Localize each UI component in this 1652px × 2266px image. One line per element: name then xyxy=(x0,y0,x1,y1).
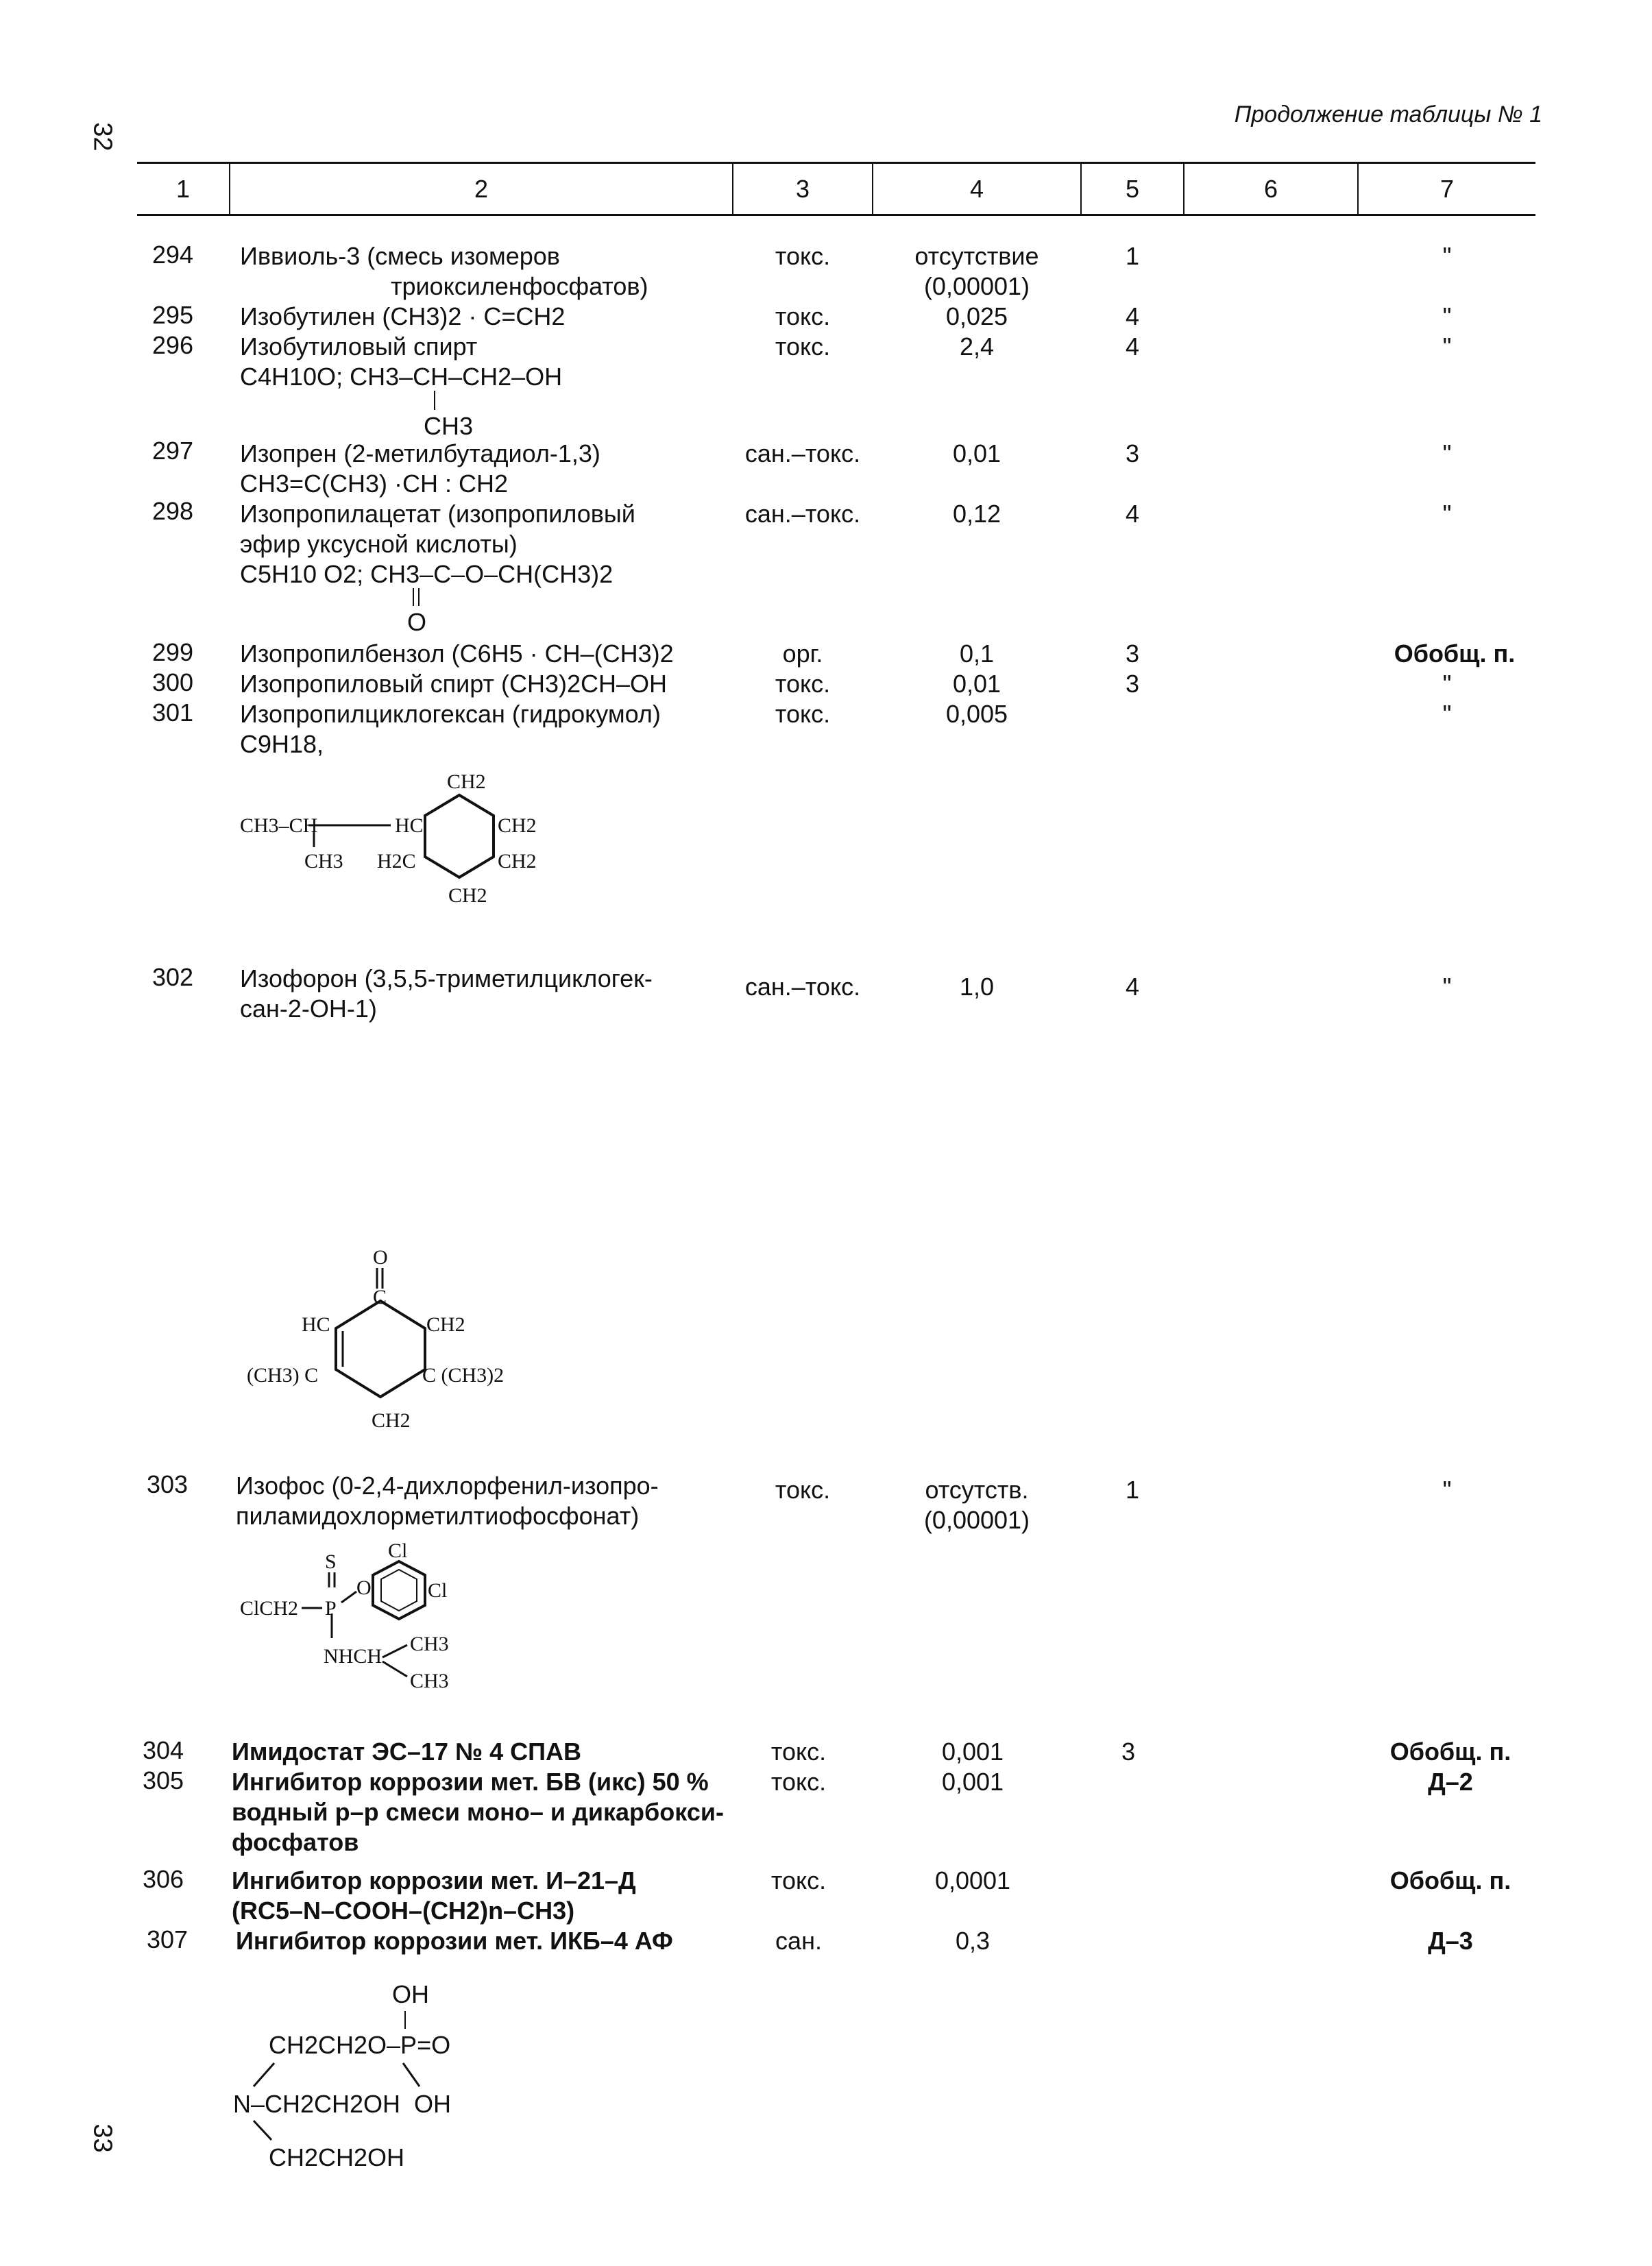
limit-value: 1,0 xyxy=(959,973,995,1001)
ditto-mark: " xyxy=(1442,302,1452,330)
atom-label: CH2 xyxy=(498,850,537,873)
atom-label: CH3 xyxy=(410,1633,449,1655)
substance-name: Изобутилен (CH3)2 · C=CH2 xyxy=(240,302,566,330)
row-number: 306 xyxy=(143,1865,184,1893)
atom-label: CH2 xyxy=(426,1313,465,1336)
structure-isophorone xyxy=(247,1247,548,1446)
hazard-level: 4 xyxy=(1125,973,1140,1001)
limit-value: 0,025 xyxy=(945,302,1008,330)
ditto-mark: " xyxy=(1442,242,1452,270)
col-header: 5 xyxy=(1125,175,1140,203)
limit-value: 0,001 xyxy=(941,1738,1004,1766)
formula-branch: O xyxy=(407,608,427,636)
row-number: 305 xyxy=(143,1766,184,1794)
ditto-mark: " xyxy=(1442,500,1452,528)
atom-label: N–CH2CH2OH OH xyxy=(233,2090,452,2118)
limit-value: 0,3 xyxy=(955,1927,991,1955)
atom-label: CH3 xyxy=(410,1670,449,1692)
limit-value: 0,12 xyxy=(952,500,1001,528)
hazard-level: 3 xyxy=(1125,670,1140,698)
col-header: 6 xyxy=(1263,175,1278,203)
row-number: 295 xyxy=(152,301,194,329)
col-header: 7 xyxy=(1440,175,1455,203)
row-number: 294 xyxy=(152,241,194,269)
atom-label: CH2 xyxy=(448,884,487,907)
row-number: 298 xyxy=(152,497,194,525)
atom-label: (CH3) C xyxy=(247,1364,319,1387)
atom-label: ClCH2 xyxy=(240,1597,299,1620)
hazard-class: токс. xyxy=(770,1738,827,1766)
substance-name: Изопрен (2-метилбутадиол-1,3) xyxy=(240,439,600,467)
hazard-class: токс. xyxy=(775,242,831,270)
row-number: 303 xyxy=(147,1470,189,1498)
substance-name: Иввиоль-3 (смесь изомеров xyxy=(240,242,560,270)
row-number: 296 xyxy=(152,331,194,359)
atom-label: CH3 xyxy=(304,850,343,873)
hazard-level: 4 xyxy=(1125,500,1140,528)
limit-value: отсутствие xyxy=(914,242,1039,270)
header-bottom-rule xyxy=(137,214,1535,216)
atom-label: O xyxy=(356,1576,372,1599)
row-number: 302 xyxy=(152,963,194,991)
limit-value: 0,0001 xyxy=(934,1866,1011,1895)
hazard-class: сан.–токс. xyxy=(744,500,861,528)
hazard-class: токс. xyxy=(775,700,831,728)
page-number-top: 32 xyxy=(88,122,117,151)
hazard-class: сан.–токс. xyxy=(744,973,861,1001)
atom-label: HC xyxy=(302,1313,330,1336)
row-number: 299 xyxy=(152,638,194,666)
double-bond xyxy=(418,588,420,606)
substance-name-cont: триоксиленфосфатов) xyxy=(391,272,648,300)
substance-name: Имидостат ЭС–17 № 4 СПАВ xyxy=(232,1738,582,1766)
formula-branch: CH3 xyxy=(424,412,474,440)
hazard-level: 3 xyxy=(1121,1738,1136,1766)
atom-label: CH2 xyxy=(372,1409,411,1432)
col-header: 4 xyxy=(969,175,984,203)
note-general: Обобщ. п. xyxy=(1394,639,1516,668)
hazard-class: токс. xyxy=(775,332,831,361)
hazard-class: орг. xyxy=(782,639,823,668)
hazard-level: 3 xyxy=(1125,439,1140,467)
limit-value: 2,4 xyxy=(959,332,995,361)
limit-value: 0,1 xyxy=(959,639,995,668)
atom-label: O xyxy=(373,1247,388,1269)
limit-value: 0,005 xyxy=(945,700,1008,728)
atom-label: C xyxy=(373,1286,387,1308)
substance-name-cont: сан-2-OH-1) xyxy=(240,995,377,1023)
substance-name-cont: эфир уксусной кислоты) xyxy=(240,530,518,558)
substance-name: Изопропилциклогексан (гидрокумол) xyxy=(240,700,661,728)
hazard-class: сан. xyxy=(775,1927,822,1955)
atom-label: CH3–CH xyxy=(240,814,318,837)
row-number: 307 xyxy=(147,1925,189,1953)
doc-reference: Д–2 xyxy=(1428,1768,1473,1796)
atom-label: HC xyxy=(395,814,424,837)
atom-label: CH2 xyxy=(447,770,486,793)
hazard-class: токс. xyxy=(775,302,831,330)
bond-line xyxy=(404,2011,406,2029)
atom-label: H2C xyxy=(377,850,416,873)
ditto-mark: " xyxy=(1442,439,1452,467)
ditto-mark: " xyxy=(1442,1476,1452,1504)
col-header: 1 xyxy=(175,175,191,203)
atom-label: S xyxy=(325,1550,337,1573)
hazard-level: 1 xyxy=(1125,242,1140,270)
note-general: Обобщ. п. xyxy=(1389,1866,1511,1895)
col-header: 2 xyxy=(474,175,489,203)
hazard-level: 3 xyxy=(1125,639,1140,668)
limit-value: 0,01 xyxy=(952,439,1001,467)
hazard-class: токс. xyxy=(770,1866,827,1895)
substance-name-cont: пиламидохлорметилтиофосфонат) xyxy=(236,1502,640,1530)
limit-value-cont: (0,00001) xyxy=(923,272,1030,300)
limit-value: 0,001 xyxy=(941,1768,1004,1796)
structure-isopropylcyclohexane xyxy=(233,768,562,918)
atom-label: CH2CH2OH xyxy=(269,2143,405,2171)
ditto-mark: " xyxy=(1442,332,1452,361)
substance-name: Изобутиловый спирт xyxy=(240,332,478,361)
atom-label: P xyxy=(325,1597,337,1620)
atom-label: Cl xyxy=(428,1579,448,1602)
double-bond xyxy=(413,588,414,606)
page-number-bottom: 33 xyxy=(88,2123,117,2153)
atom-label: NHCH xyxy=(324,1645,382,1668)
bond-line xyxy=(434,391,435,410)
hazard-level: 1 xyxy=(1125,1476,1140,1504)
formula: (RC5–N–COOH–(CH2)n–CH3) xyxy=(232,1897,575,1925)
substance-name: Изофорон (3,5,5-триметилциклогек- xyxy=(240,964,653,992)
hazard-level: 4 xyxy=(1125,332,1140,361)
col-header: 3 xyxy=(795,175,810,203)
note-general: Обобщ. п. xyxy=(1389,1738,1511,1766)
hazard-class: токс. xyxy=(775,1476,831,1504)
row-number: 297 xyxy=(152,437,194,465)
atom-label: CH2CH2O–P=O xyxy=(269,2031,451,2059)
doc-reference: Д–3 xyxy=(1428,1927,1473,1955)
continuation-header: Продолжение таблицы № 1 xyxy=(1234,101,1542,127)
substance-name: Ингибитор коррозии мет. ИКБ–4 АФ xyxy=(236,1927,673,1955)
header-top-rule xyxy=(137,162,1535,164)
substance-name: Ингибитор коррозии мет. И–21–Д xyxy=(232,1866,636,1895)
hazard-class: токс. xyxy=(775,670,831,698)
limit-value: отсутств. xyxy=(925,1476,1029,1504)
structure-isofos xyxy=(233,1542,521,1714)
formula: C4H10O; CH3–CH–CH2–OH xyxy=(240,363,563,391)
atom-label: C (CH3)2 xyxy=(422,1364,505,1387)
limit-value: 0,01 xyxy=(952,670,1001,698)
substance-name-cont: водный р–р смеси моно– и дикарбокси- xyxy=(232,1798,724,1826)
formula: CH3=C(CH3) ·CH : CH2 xyxy=(240,470,509,498)
atom-label: CH2 xyxy=(498,814,537,837)
ditto-mark: " xyxy=(1442,700,1452,728)
substance-name: Изофос (0-2,4-дихлорфенил-изопро- xyxy=(236,1472,659,1500)
substance-name: Изопропилацетат (изопропиловый xyxy=(240,500,635,528)
substance-name: Ингибитор коррозии мет. БВ (икс) 50 % xyxy=(232,1768,709,1796)
row-number: 300 xyxy=(152,668,194,696)
substance-name: Изопропилбензол (C6H5 · CH–(CH3)2 xyxy=(240,639,674,668)
atom-label: Cl xyxy=(388,1542,408,1562)
atom-label: OH xyxy=(392,1980,429,2008)
hazard-level: 4 xyxy=(1125,302,1140,330)
ditto-mark: " xyxy=(1442,670,1452,698)
formula: C5H10 O2; CH3–C–O–CH(CH3)2 xyxy=(240,560,614,588)
ditto-mark: " xyxy=(1442,973,1452,1001)
formula: C9H18, xyxy=(240,730,324,758)
substance-name-cont: фосфатов xyxy=(232,1828,359,1856)
hazard-class: токс. xyxy=(770,1768,827,1796)
row-number: 304 xyxy=(143,1736,184,1764)
row-number: 301 xyxy=(152,698,194,727)
substance-name: Изопропиловый спирт (CH3)2CH–OH xyxy=(240,670,668,698)
hazard-class: сан.–токс. xyxy=(744,439,861,467)
limit-value-cont: (0,00001) xyxy=(923,1506,1030,1534)
